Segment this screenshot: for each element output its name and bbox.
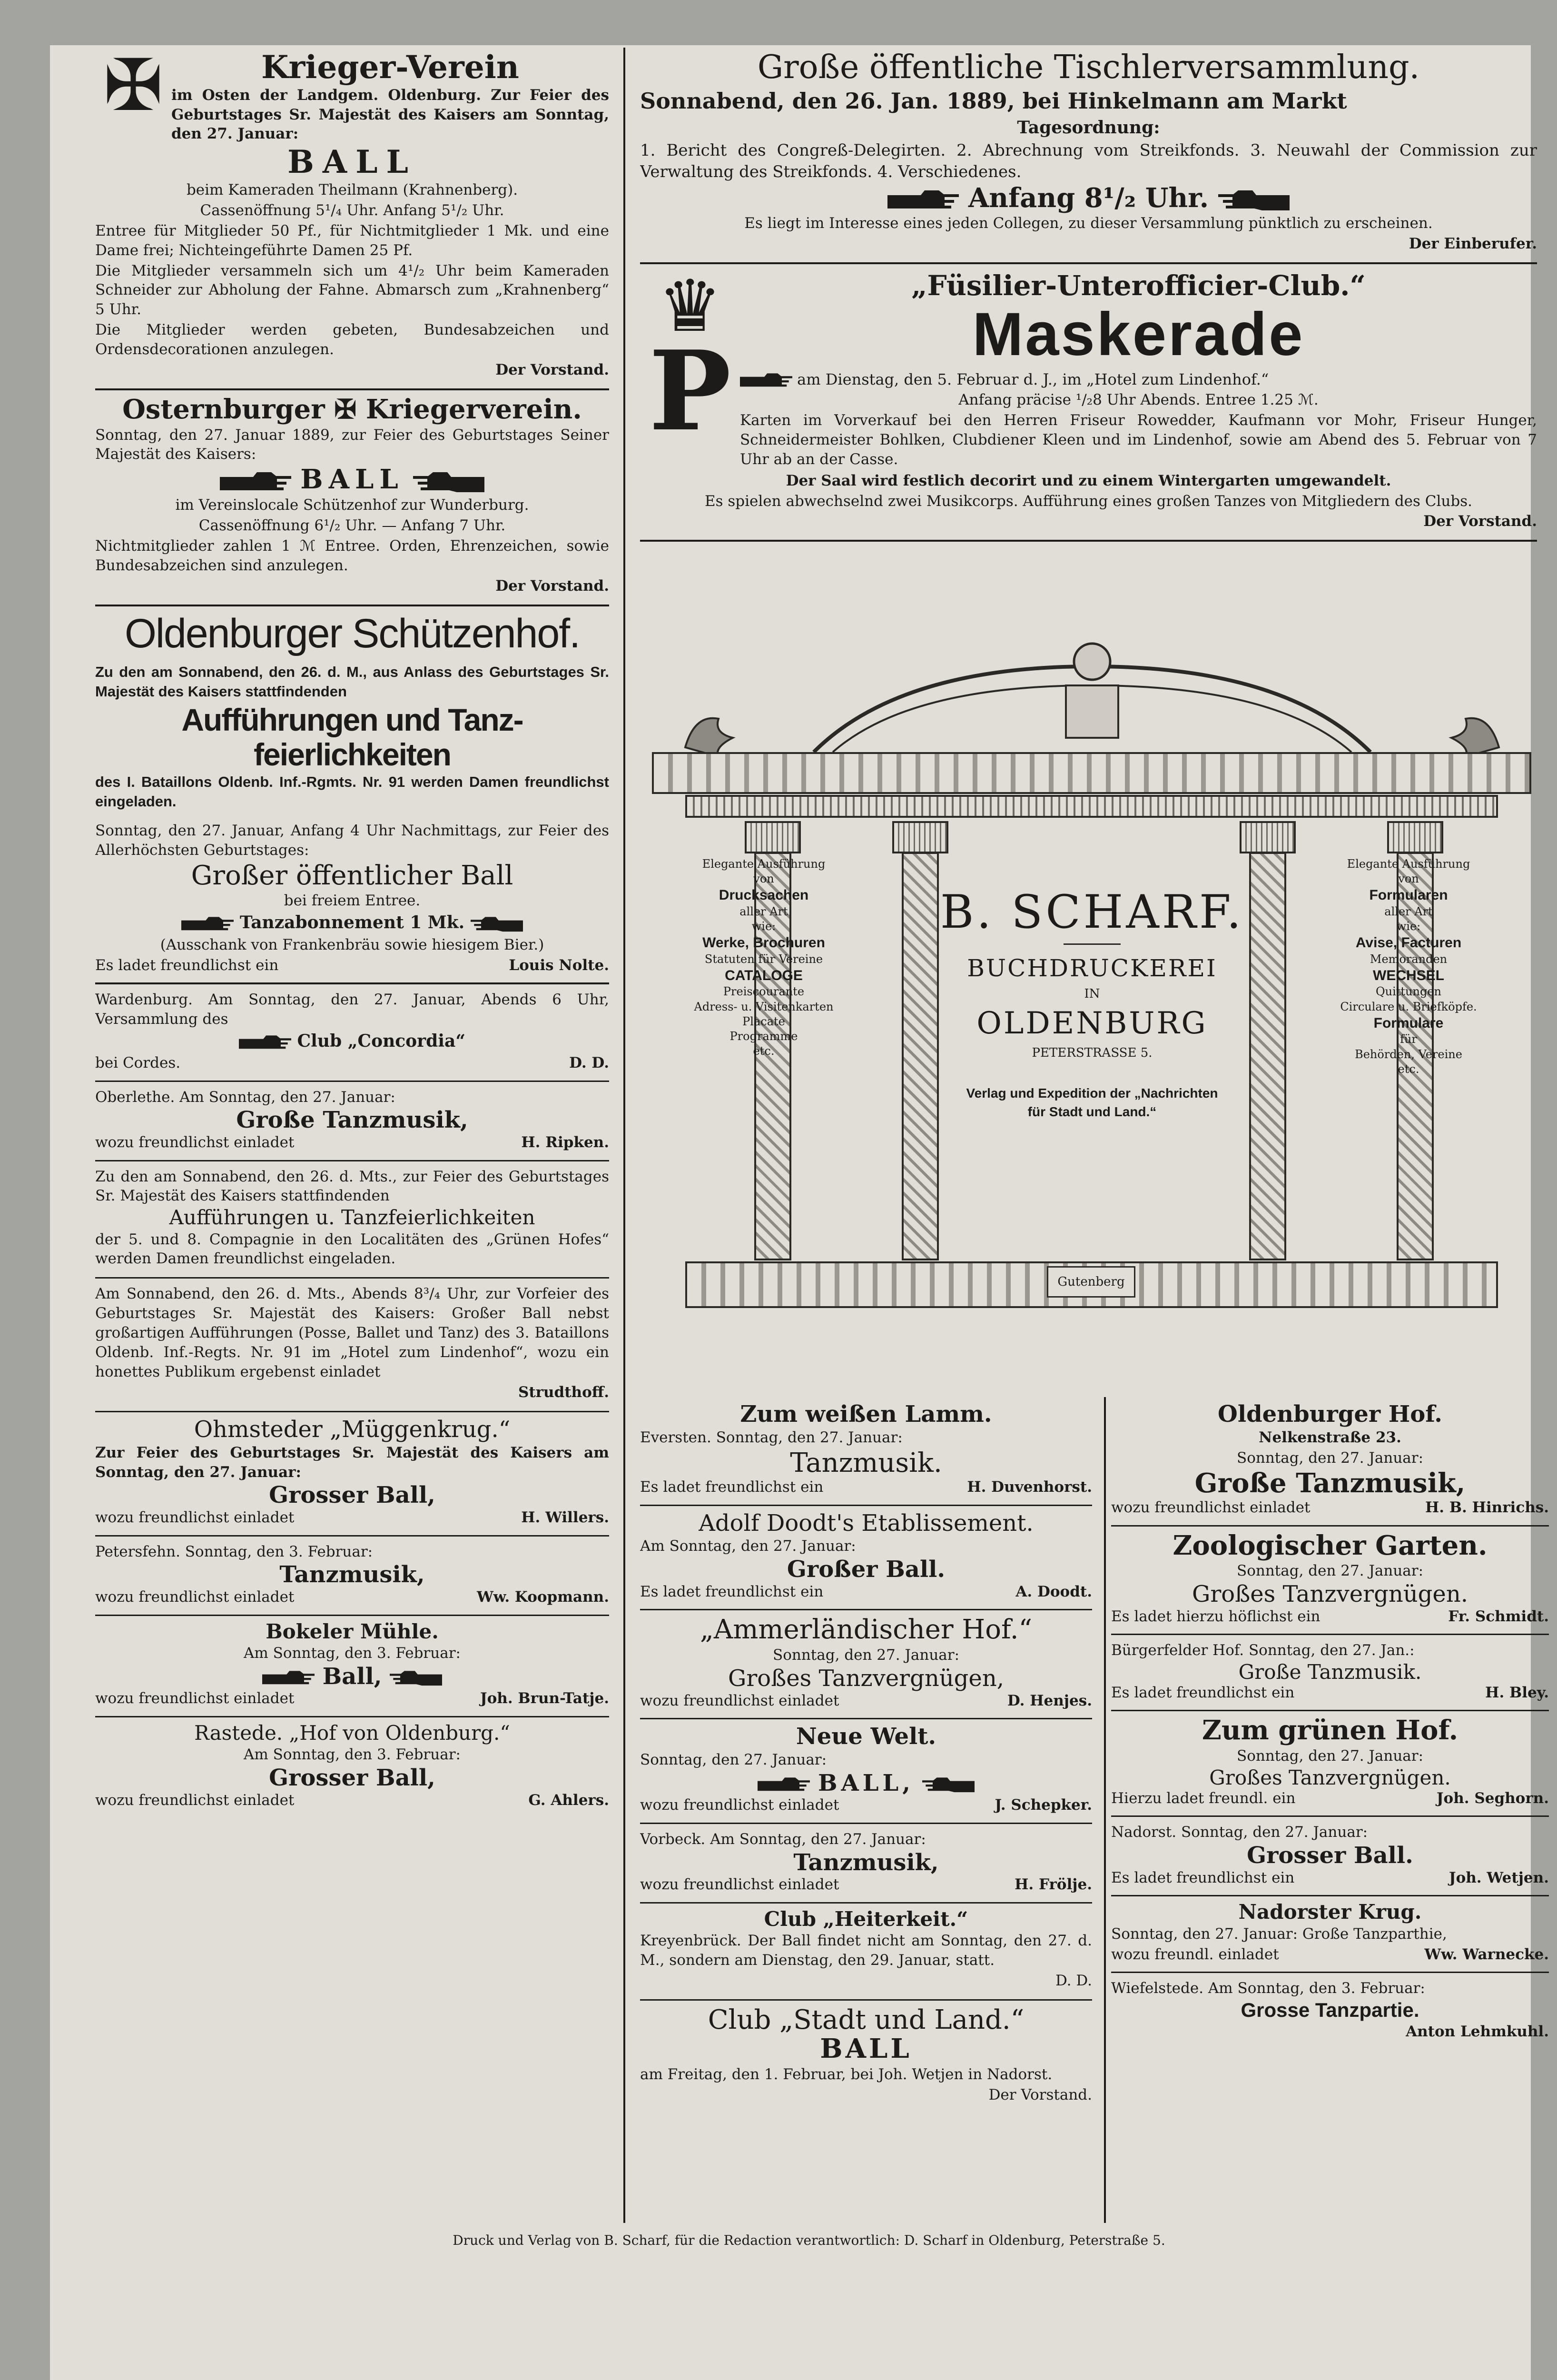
ad-headline: Tanzmusik,	[279, 1561, 425, 1588]
ad-title: Oldenburger Schützenhof.	[125, 610, 580, 656]
ad-headline: Große Tanzmusik,	[1194, 1467, 1466, 1499]
twisted-column	[902, 852, 939, 1260]
panel-line: Programme	[729, 1030, 798, 1043]
ad-signature: D. D.	[569, 1054, 609, 1072]
panel-line: WECHSEL	[1373, 967, 1444, 983]
ad-text: Sonntag, den 27. Januar:	[1236, 1747, 1424, 1765]
ad-text: Es spielen abwechselnd zwei Musikcorps. Aufführung eines großen Tanzes von Mitgliedern des Clubs.	[704, 492, 1472, 510]
ad-signature: H. B. Hinrichs.	[1425, 1499, 1549, 1517]
ad-headline: Großes Tanzvergnügen.	[1209, 1765, 1451, 1789]
ad-headline	[95, 1030, 609, 1053]
ad-headline: Grosser Ball.	[1247, 1842, 1413, 1869]
ad-closing-row	[95, 1133, 609, 1152]
ad-text: Es liegt im Interesse eines jeden Collegen, zu dieser Versammlung pünktlich zu erscheinen.	[744, 215, 1433, 232]
ad-text: wozu freundlichst einladet	[95, 1134, 295, 1151]
ad-text: Sonntag, den 27. Januar: Große Tanzparthie,	[1111, 1925, 1447, 1943]
ad-signature: Der Vorstand.	[495, 361, 609, 379]
ad-text: Cassenöffnung 5¹/₄ Uhr. Anfang 5¹/₂ Uhr.	[200, 201, 504, 219]
ad-text: wozu freundlichst einladet	[1111, 1499, 1311, 1517]
ad-title: Oldenburger Hof.	[1218, 1401, 1442, 1428]
ad-headline	[640, 184, 1537, 213]
panel-line: CATALOGE	[725, 967, 803, 983]
ad-wardenburg	[95, 984, 609, 1082]
ad-title: Große öffentliche Tischlerversammlung.	[757, 49, 1420, 86]
ad-nadorster-krug	[1111, 1896, 1549, 1973]
ad-headline-text: Ball,	[322, 1663, 382, 1690]
column-capital	[1387, 821, 1443, 853]
ad-closing-row	[1111, 1498, 1549, 1517]
ad-text: Sonntag, den 27. Januar, Anfang 4 Uhr Nachmittags, zur Feier des Allerhöchsten Geburtstages:	[95, 822, 609, 859]
company-in: IN	[1084, 987, 1100, 1001]
panel-line: wie:	[751, 920, 776, 933]
ad-headline-text: BALL,	[818, 1769, 915, 1796]
ad-text: wozu freundlichst einladet	[95, 1588, 295, 1606]
ad-signature: D. Henjes.	[1007, 1692, 1092, 1709]
ad-headline: Maskerade	[972, 300, 1305, 368]
right-bottom-right-column	[1111, 1397, 1549, 2221]
iron-cross-icon: ✠	[334, 393, 357, 425]
left-panel	[692, 857, 835, 1252]
ad-text: (Ausschank von Frankenbräu sowie hiesigem Bier.)	[160, 936, 544, 953]
ad-signature: H. Willers.	[521, 1509, 609, 1527]
ad-text: Sonntag, den 27. Januar:	[772, 1646, 960, 1664]
ad-wiefelstede	[1111, 1973, 1549, 2050]
ad-closing-row	[95, 1689, 609, 1708]
ad-title	[95, 395, 609, 425]
panel-line: von	[1398, 872, 1419, 886]
ad-text: Es ladet freundlichst ein	[640, 1478, 824, 1496]
panel-line: für	[1400, 1032, 1417, 1046]
ad-text: Zu den am Sonnabend, den 26. d. Mts., zur Feier des Geburtstages Sr. Majestät des Kaisers stattfindenden	[95, 1168, 609, 1205]
ad-krieger-verein	[95, 45, 609, 390]
ad-date: Sonnabend, den 26. Jan. 1889, bei Hinkelmann am Markt	[640, 88, 1347, 114]
ad-text: wozu freundlichst einladet	[95, 1791, 295, 1809]
ad-text: Am Sonntag, den 27. Januar:	[640, 1537, 856, 1555]
gutenberg-plaque: Gutenberg	[1047, 1266, 1135, 1298]
pointing-hand-icon	[922, 1776, 975, 1793]
ad-vorbeck	[640, 1824, 1092, 1904]
ad-neue-welt	[640, 1719, 1092, 1824]
ad-rastede	[95, 1717, 609, 1817]
ad-text	[95, 912, 609, 934]
ad-text	[740, 369, 1537, 389]
ad-headline: Aufführungen u. Tanzfeierlichkeiten	[169, 1206, 535, 1230]
ad-title: Nadorster Krug.	[1238, 1900, 1422, 1924]
ad-signature: Joh. Seghorn.	[1436, 1790, 1549, 1807]
ad-signature: Ww. Koopmann.	[476, 1588, 609, 1606]
ad-headline: Grosse Tanzpartie.	[1241, 1998, 1419, 2021]
ad-title: Adolf Doodt's Etablissement.	[699, 1509, 1034, 1537]
ad-strudthoff	[95, 1279, 609, 1412]
panel-line: wie:	[1396, 920, 1421, 933]
ad-subtitle: Tagesordnung:	[1017, 117, 1160, 138]
center-panel	[940, 857, 1244, 1252]
ad-title: Ohmsteder „Müggenkrug.“	[194, 1416, 511, 1443]
ad-signature: H. Frölje.	[1015, 1876, 1092, 1894]
ad-headline: Tanzmusik,	[793, 1849, 939, 1876]
ad-headline: Großes Tanzvergnügen,	[728, 1665, 1004, 1692]
ad-text: Entree für Mitglieder 50 Pf., für Nichtmitglieder 1 Mk. und eine Dame frei; Nichteingeführte Damen 25 Pf.	[95, 222, 609, 259]
ad-text: Bürgerfelder Hof. Sonntag, den 27. Jan.:	[1111, 1642, 1415, 1659]
ad-text: Anfang präcise ¹/₂8 Uhr Abends. Entree 1.25 ℳ.	[958, 391, 1319, 409]
ad-signature: Louis Nolte.	[509, 956, 609, 974]
frame-frieze	[685, 795, 1498, 818]
ad-closing-row	[640, 1478, 1092, 1497]
company-name: B. SCHARF.	[940, 885, 1244, 939]
ad-text: der 5. und 8. Compagnie in den Localitäten des „Grünen Hofes“ werden Damen freundlichst eingeladen.	[95, 1230, 609, 1268]
ad-text: Vorbeck. Am Sonntag, den 27. Januar:	[640, 1830, 926, 1848]
ad-text: Nichtmitglieder zahlen 1 ℳ Entree. Orden, Ehrenzeichen, sowie Bundesabzeichen sind anzulegen.	[95, 537, 609, 574]
ad-text: Eversten. Sonntag, den 27. Januar:	[640, 1428, 903, 1446]
pointing-hand-icon	[239, 1034, 291, 1051]
ad-title-part: Kriegerverein.	[365, 393, 582, 425]
ad-text: bei Cordes.	[95, 1054, 181, 1072]
column-rule	[1104, 1397, 1106, 2223]
imprint-footer: Druck und Verlag von B. Scharf, für die Redaction verantwortlich: D. Scharf in Oldenburg, Peterstraße 5.	[453, 2232, 1165, 2248]
panel-line: Behörden, Vereine	[1355, 1047, 1462, 1061]
ad-headline-text: BALL	[300, 464, 404, 496]
ad-title: Zum grünen Hof.	[1202, 1715, 1458, 1746]
panel-line: Placate	[742, 1014, 785, 1028]
ad-text: wozu freundlichst einladet	[640, 1876, 839, 1894]
ad-headline-text: Anfang 8¹/₂ Uhr.	[968, 182, 1209, 214]
ad-closing-row	[640, 1875, 1092, 1894]
ad-title: Bokeler Mühle.	[266, 1619, 439, 1643]
scharf-ornamental-frame	[652, 633, 1532, 1366]
ad-title: Club „Heiterkeit.“	[764, 1907, 968, 1931]
ad-text: Wardenburg. Am Sonntag, den 27. Januar, Abends 6 Uhr, Versammlung des	[95, 991, 609, 1028]
crown-icon: ♛	[658, 265, 722, 348]
ad-text: Zur Feier des Geburtstages Sr. Majestät des Kaisers am Sonntag, den 27. Januar:	[95, 1444, 609, 1481]
ad-headline: Aufführungen und Tanz-	[181, 702, 523, 737]
ad-headline	[95, 1664, 609, 1689]
ad-buergerfelder-hof	[1111, 1635, 1549, 1711]
ad-text: des I. Bataillons Oldenb. Inf.-Rgmts. Nr. 91 werden Damen freundlichst eingeladen.	[95, 774, 609, 810]
panel-line: Formulare	[1373, 1015, 1444, 1031]
ad-text: Es ladet freundlichst ein	[640, 1583, 824, 1601]
ad-closing-row	[640, 1795, 1092, 1815]
ad-signature: Joh. Brun-Tatje.	[480, 1690, 609, 1707]
panel-line: Formularen	[1369, 887, 1448, 903]
ad-ammerlaendischer-hof	[640, 1610, 1092, 1719]
company-street: PETERSTRASSE 5.	[1032, 1046, 1153, 1060]
ad-signature: A. Doodt.	[1015, 1583, 1092, 1601]
company-city: OLDENBURG	[976, 1006, 1208, 1041]
ad-title: Zoologischer Garten.	[1173, 1529, 1488, 1561]
ad-signature: Strudthoff.	[518, 1383, 609, 1401]
left-column	[95, 45, 609, 2223]
ad-gruener-hof	[95, 1161, 609, 1279]
ad-signature: H. Duvenhorst.	[967, 1478, 1092, 1496]
pointing-hand-icon	[413, 471, 484, 492]
panel-line: aller Art	[739, 904, 788, 918]
panel-line: von	[753, 872, 774, 886]
ad-text: Sonntag, den 27. Januar:	[640, 1751, 827, 1768]
ad-headline: Großes Tanzvergnügen.	[1192, 1581, 1468, 1607]
ad-text: im Osten der Landgem. Oldenburg. Zur Feier des Geburtstages Sr. Majestät des Kaisers am Sonntag, den 27. Januar:	[171, 86, 609, 143]
panel-line: aller Art	[1384, 904, 1433, 918]
ad-signature: Der Vorstand.	[1423, 513, 1537, 530]
ad-signature: Der Vorstand.	[988, 2086, 1092, 2103]
ad-title: „Füsilier-Unterofficier-Club.“	[911, 269, 1366, 302]
panel-line: Preiscourante	[723, 985, 805, 999]
ad-signature: G. Ahlers.	[528, 1791, 609, 1809]
pointing-hand-icon	[758, 1776, 810, 1793]
ad-headline	[95, 465, 609, 495]
ad-club-heiterkeit	[640, 1904, 1092, 2001]
ad-gruener-hof-2	[1111, 1711, 1549, 1817]
ad-signature: H. Bley.	[1485, 1684, 1549, 1702]
panel-line: Avise, Facturen	[1355, 935, 1462, 951]
ad-text: wozu freundlichst einladet	[640, 1796, 839, 1814]
panel-line: Quittungen	[1375, 985, 1442, 999]
ad-text: beim Kameraden Theilmann (Krahnenberg).	[186, 181, 518, 198]
ad-club-stadt-und-land	[640, 2001, 1092, 2113]
ad-signature: Fr. Schmidt.	[1448, 1607, 1549, 1625]
ad-headline: Großer Ball.	[787, 1556, 946, 1583]
ad-text: im Vereinslocale Schützenhof zur Wunderburg.	[175, 496, 529, 514]
ad-text: Am Sonntag, den 3. Februar:	[244, 1644, 461, 1662]
ad-zoologischer-garten	[1111, 1527, 1549, 1636]
ad-text: 1. Bericht des Congreß-Delegirten. 2. Abrechnung vom Streikfonds. 3. Neuwahl der Commission zur Verwaltung des Streikfonds. 4. Verschiedenes.	[640, 141, 1537, 181]
ad-text-span: Tanzabonnement 1 Mk.	[239, 912, 465, 933]
column-capital	[892, 821, 948, 853]
ad-title-part: Osternburger	[122, 393, 325, 425]
ad-text: Es ladet freundlichst ein	[95, 956, 279, 974]
ad-text: Die Mitglieder versammeln sich um 4¹/₂ Uhr beim Kameraden Schneider zur Abholung der Fahne. Abmarsch zum „Krahnenberg“ 5 Uhr.	[95, 262, 609, 318]
ad-text: bei freiem Entree.	[284, 892, 421, 910]
ad-signature: Ww. Warnecke.	[1424, 1945, 1549, 1963]
ad-headline: Grosser Ball,	[269, 1764, 435, 1791]
ad-closing-row	[1111, 1683, 1549, 1702]
ad-text: wozu freundlichst einladet	[640, 1692, 839, 1709]
panel-line: Circulare u. Briefköpfe.	[1340, 1000, 1477, 1013]
ad-closing-row	[95, 956, 609, 975]
ad-title: Club „Stadt und Land.“	[708, 2004, 1025, 2035]
ad-text: Wiefelstede. Am Sonntag, den 3. Februar:	[1111, 1979, 1425, 1997]
ad-oberlethe	[95, 1082, 609, 1161]
ad-title: „Ammerländischer Hof.“	[700, 1614, 1033, 1646]
ad-text: Karten im Vorverkauf bei den Herren Friseur Rowedder, Kaufmann vor Mohr, Friseur Hunger, Schneidermeister Bohlken, Clubdiener Kleen und im Lindenhof, sowie am Abend des 5. Februar von 7 Uhr ab an der Casse.	[740, 411, 1537, 468]
ad-text: wozu freundl. einladet	[1111, 1945, 1279, 1963]
initial-letter: P	[649, 327, 731, 456]
panel-line: Statuten für Vereine	[704, 952, 823, 966]
ad-text: Am Sonntag, den 3. Februar:	[244, 1745, 461, 1763]
ad-text: Petersfehn. Sonntag, den 3. Februar:	[95, 1543, 373, 1560]
left-panel-list	[692, 857, 835, 1059]
ad-closing-row	[1111, 1789, 1549, 1808]
ad-headline: Großer öffentlicher Ball	[191, 860, 513, 891]
ad-headline: Große Tanzmusik.	[1238, 1660, 1422, 1684]
ad-closing-row	[95, 1053, 609, 1072]
column-rule	[623, 48, 625, 2223]
pointing-hand-icon	[471, 916, 523, 932]
pointing-hand-icon	[740, 372, 792, 388]
ad-signature: D. D.	[1055, 1972, 1092, 1989]
company-trade: BUCHDRUCKEREI	[967, 954, 1217, 982]
ad-text: Der Saal wird festlich decorirt und zu einem Wintergarten umgewandelt.	[786, 472, 1391, 489]
ad-title: Rastede. „Hof von Oldenburg.“	[194, 1721, 510, 1745]
ad-title: Krieger-Verein	[261, 49, 519, 86]
ad-title: Neue Welt.	[796, 1723, 936, 1750]
pointing-hand-icon	[1218, 189, 1290, 210]
ad-text-span: am Dienstag, den 5. Februar d. J., im „Hotel zum Lindenhof.“	[797, 370, 1269, 388]
ad-text: Sonntag, den 27. Januar 1889, zur Feier des Geburtstages Seiner Majestät des Kaisers:	[95, 426, 609, 463]
ad-closing-row	[95, 1791, 609, 1810]
ad-signature: H. Ripken.	[521, 1134, 609, 1151]
ad-text: Nadorst. Sonntag, den 27. Januar:	[1111, 1824, 1368, 1841]
ad-text: Nelkenstraße 23.	[1259, 1428, 1401, 1446]
twisted-column	[1249, 852, 1286, 1260]
ad-nadorst	[1111, 1817, 1549, 1896]
right-panel-list	[1337, 857, 1480, 1077]
ad-text: Sonntag, den 27. Januar:	[1236, 1562, 1424, 1580]
ad-text: wozu freundlichst einladet	[95, 1690, 295, 1707]
ad-text: Cassenöffnung 6¹/₂ Uhr. — Anfang 7 Uhr.	[198, 516, 506, 534]
panel-line: Adress- u. Visitenkarten	[694, 1000, 834, 1013]
ad-title: Zum weißen Lamm.	[740, 1401, 992, 1428]
panel-line: etc.	[1398, 1062, 1419, 1076]
pointing-hand-icon	[390, 1670, 442, 1686]
column-capital	[1240, 821, 1296, 853]
ornament-column	[640, 265, 740, 470]
ad-text: Oberlethe. Am Sonntag, den 27. Januar:	[95, 1088, 395, 1106]
ad-headline: Grosser Ball,	[269, 1482, 435, 1509]
ad-signature: Der Vorstand.	[495, 577, 609, 595]
ad-text: Es ladet freundlichst ein	[1111, 1869, 1295, 1887]
ad-closing-row	[640, 1582, 1092, 1601]
ad-signature: Der Einberufer.	[1409, 235, 1537, 253]
ad-headline: BALL	[820, 2033, 912, 2065]
ad-closing-row	[95, 1508, 609, 1527]
ad-closing-row	[1111, 1868, 1549, 1887]
ad-closing-row	[1111, 1945, 1549, 1964]
ad-closing-row	[95, 1587, 609, 1606]
iron-cross-icon: ✠	[103, 45, 163, 127]
panel-line: etc.	[753, 1044, 775, 1058]
ad-bokeler-muehle	[95, 1616, 609, 1717]
ad-text: Zu den am Sonnabend, den 26. d. M., aus Anlass des Geburtstages Sr. Majestät des Kaisers stattfindenden	[95, 664, 609, 700]
ad-tischlerversammlung	[640, 45, 1537, 264]
ad-weisses-lamm	[640, 1397, 1092, 1506]
ad-ohmsteder	[95, 1412, 609, 1537]
divider	[1064, 943, 1121, 945]
ad-closing-row	[1111, 1607, 1549, 1626]
right-panel	[1337, 857, 1480, 1252]
ad-headline-text: Club „Concordia“	[297, 1031, 466, 1051]
ad-doodt	[640, 1506, 1092, 1611]
pointing-hand-icon	[262, 1670, 315, 1686]
pointing-hand-icon	[220, 471, 291, 492]
ad-headline: Tanzmusik.	[790, 1447, 942, 1478]
ad-signature: J. Schepker.	[995, 1796, 1092, 1814]
ad-headline	[640, 1771, 1092, 1796]
pointing-hand-icon	[887, 189, 959, 210]
ad-closing-row	[640, 1691, 1092, 1710]
panel-line: Elegante Ausführung	[702, 857, 826, 871]
ad-text: Hierzu ladet freundl. ein	[1111, 1790, 1296, 1807]
right-bottom-left-column	[640, 1397, 1092, 2221]
ad-headline: feierlichkeiten	[254, 736, 451, 772]
panel-line: Elegante Ausführung	[1347, 857, 1470, 871]
right-top-column	[640, 45, 1537, 624]
panel-line: Werke, Brochuren	[702, 935, 825, 951]
ad-oldenburger-hof	[1111, 1397, 1549, 1527]
ad-text: wozu freundlichst einladet	[95, 1509, 295, 1527]
ad-text: Es ladet hierzu höflichst ein	[1111, 1607, 1320, 1625]
ad-signature: Anton Lehmkuhl.	[1406, 2023, 1549, 2040]
ad-text: am Freitag, den 1. Februar, bei Joh. Wetjen in Nadorst.	[640, 2065, 1053, 2083]
ad-osternburger	[95, 390, 609, 606]
frame-top-band	[652, 752, 1531, 794]
ad-schuetzenhof	[95, 606, 609, 984]
company-verlag: Verlag und Expedition der „Nachrichten für Stadt und Land.“	[966, 1086, 1218, 1120]
panel-line: Drucksachen	[719, 887, 809, 903]
ad-text: Am Sonnabend, den 26. d. Mts., Abends 8³/₄ Uhr, zur Vorfeier des Geburtstages Sr. Majestät des Kaisers: Großer Ball nebst großartigen Aufführungen (Posse, Ballet und Tanz) des 3. Bataillons Oldenb. Inf.-Regts. Nr. 91 im „Hotel zum Lindenhof“, wozu ein honettes Publikum ergebenst einladet	[95, 1285, 609, 1380]
ad-text: Kreyenbrück. Der Ball findet nicht am Sonntag, den 27. d. M., sondern am Dienstag, den 29. Januar, statt.	[640, 1932, 1092, 1969]
ad-fusilier-club	[640, 264, 1537, 542]
pointing-hand-icon	[181, 916, 234, 932]
ad-text: Sonntag, den 27. Januar:	[1236, 1449, 1424, 1467]
column-capital	[745, 821, 801, 853]
ad-signature: Joh. Wetjen.	[1449, 1869, 1549, 1887]
ad-headline: BALL	[287, 143, 417, 181]
panel-line: Memoranden	[1370, 952, 1448, 966]
ad-petersfehn	[95, 1537, 609, 1616]
ad-text: Die Mitglieder werden gebeten, Bundesabzeichen und Ordensdecorationen anzulegen.	[95, 321, 609, 358]
ad-text: Es ladet freundlichst ein	[1111, 1684, 1295, 1702]
ad-headline: Große Tanzmusik,	[236, 1107, 468, 1134]
